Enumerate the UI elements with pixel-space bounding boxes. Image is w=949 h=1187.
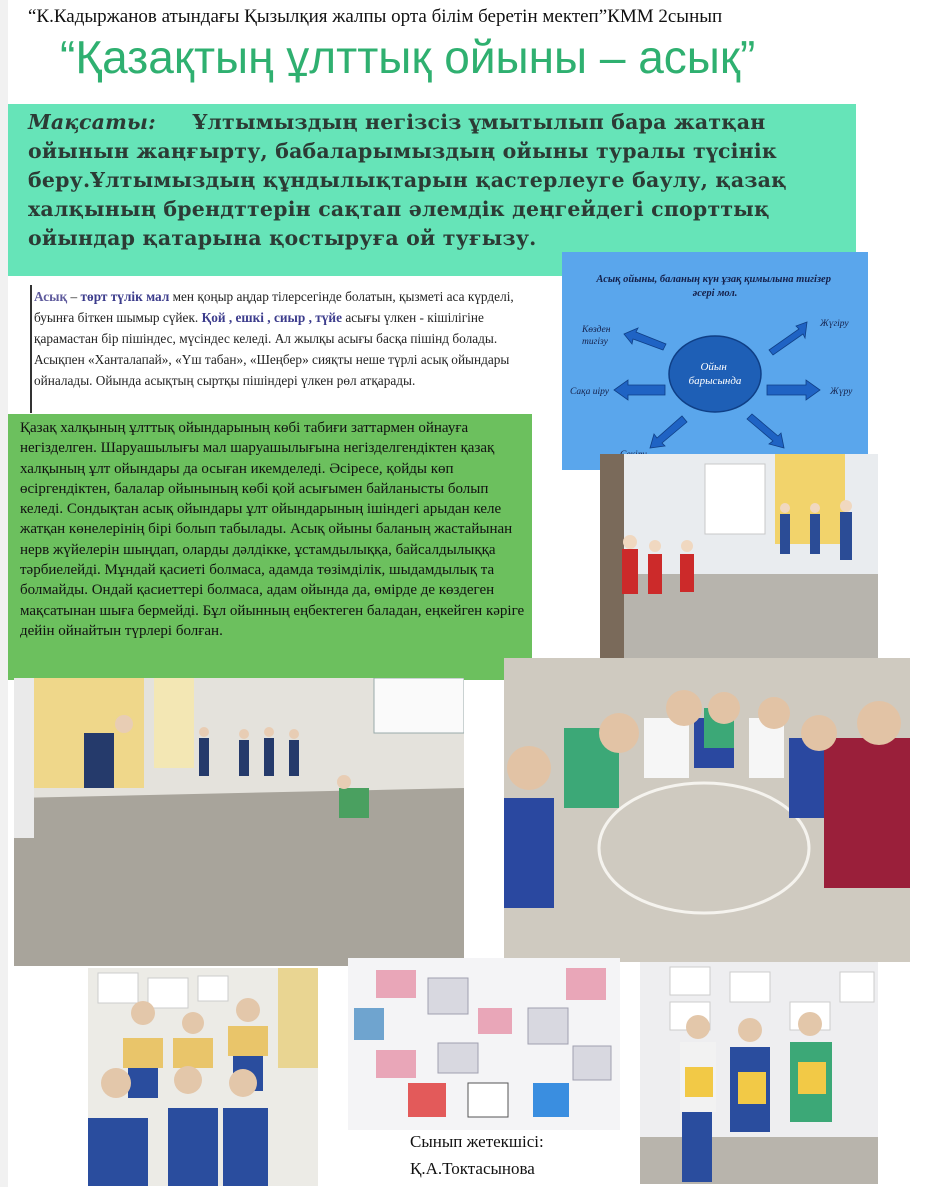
info-animals: Қой , ешкі , сиыр , түйе <box>201 310 342 325</box>
arrow-down-right <box>747 414 784 448</box>
goal-body: Ұлтымыздың негізсіз ұмытылып бара жатқан ойынын жаңғырту, бабаларымыздың ойыны туралы түсінік беру.Ұлтымыздың құндылықтарын қастерлеуге баулу, қазақ халқының брендттерін сақтап әлемдік деңгейдегі спорттық ойындар қатарына қостыруға ой туғызу. <box>28 110 787 250</box>
photo-three-kids <box>640 962 878 1184</box>
photo-corridor-circle <box>600 454 878 662</box>
arrow-down-left <box>650 416 687 448</box>
arrow-up-right <box>769 322 807 355</box>
diagram-title-line1: Асық ойыны, баланың күн ұзақ қимылына тигізер <box>596 274 831 285</box>
goal-text <box>28 108 848 253</box>
page-left-edge <box>0 0 8 1187</box>
class-teacher-signature <box>410 1128 630 1182</box>
diagram-label-aim-line2: тигізу <box>582 337 608 347</box>
signature-name: Қ.А.Токтасынова <box>410 1159 535 1178</box>
photo-kids-playing <box>504 658 910 962</box>
diagram-label-run: Жүгіру <box>820 319 849 329</box>
diagram-label-aim-line1: Көзден <box>582 325 611 335</box>
arrow-right <box>767 380 820 400</box>
diagram-title <box>595 274 833 299</box>
info-tort-tulik: төрт түлік мал <box>80 289 170 304</box>
diagram-center-line1: Ойын <box>700 361 727 373</box>
diagram-title-line2: әсері мол. <box>692 288 738 299</box>
signature-role: Сынып жетекшісі: <box>410 1132 544 1151</box>
diagram-center-line2: барысында <box>688 375 742 387</box>
info-word-asyk: Асық <box>34 289 68 304</box>
svg-text:Көзден тигізу <box>581 324 613 347</box>
green-panel-text: Қазақ халқының ұлттық ойындарының көбі табиғи заттармен ойнауға негізделген. Шаруашылығы мал шаруашылығына негізделгендіктен қазақ халқының ұлт ойындары да осыған икемделеді. Әсіресе, қойды көп өсіргендіктен, балалар ойынының көбі қой асығымен байланысты болып келеді. Сондықтан асық ойындары ұлт ойындарының ішіндегі арыдан келе жатқан көнелерінің бірі болып табылады. Асық ойыны баланың жастайынан нерв жүйелерін шыңдап, оларды дәлдікке, ұстамдылыққа, байсалдылыққа тәрбиелейді. Мұндай қасиеті болмаса, адамда төзімділік, шыдамдылық та болмайды. Ондай қасиеттері болмаса, адам ойында да, өмірде де көздеген мақсатынан шыға бермейді. Бұл ойынның еңбектеген баладан, еңкейген кәріге дейін ойнайтын түрлері болған. <box>20 420 525 639</box>
school-header: “К.Кадыржанов атындағы Қызылқия жалпы орта білім беретін мектеп”КММ 2сынып <box>28 6 723 27</box>
diagram-label-spin: Сақа иіру <box>570 387 609 397</box>
info-seg1: – <box>67 289 81 304</box>
info-text <box>34 286 546 391</box>
goal-label: Мақсаты: <box>28 110 156 134</box>
photo-corridor-game <box>14 678 464 966</box>
arrow-left <box>614 380 665 400</box>
arrow-up-left <box>624 328 666 350</box>
photo-poster-board <box>348 958 620 1130</box>
effects-diagram <box>562 252 868 470</box>
info-seg2: мен қоңыр аңдар тілерсегінде болатын, қызметі аса күрделі, буынға біткен шымыр сүйек. <box>34 289 514 325</box>
page-title: “Қазақтың ұлттық ойыны – асық” <box>60 31 756 83</box>
diagram-center-ellipse <box>669 336 761 412</box>
photo-kids-with-drawings <box>88 968 318 1186</box>
diagram-label-walk: Жүру <box>830 387 853 397</box>
info-seg3: асығы үлкен - кішілігіне қарамастан бір пішіндес, мүсіндес келеді. Ал жылқы асығы басқа пішінд болады. Асықпен «Ханталапай», «Үш табан», «Шеңбер» сияқты неше түрлі асық ойындары ойналады. Ойында асықтың сыртқы пішіндері үлкен рөл атқарады. <box>34 310 510 388</box>
